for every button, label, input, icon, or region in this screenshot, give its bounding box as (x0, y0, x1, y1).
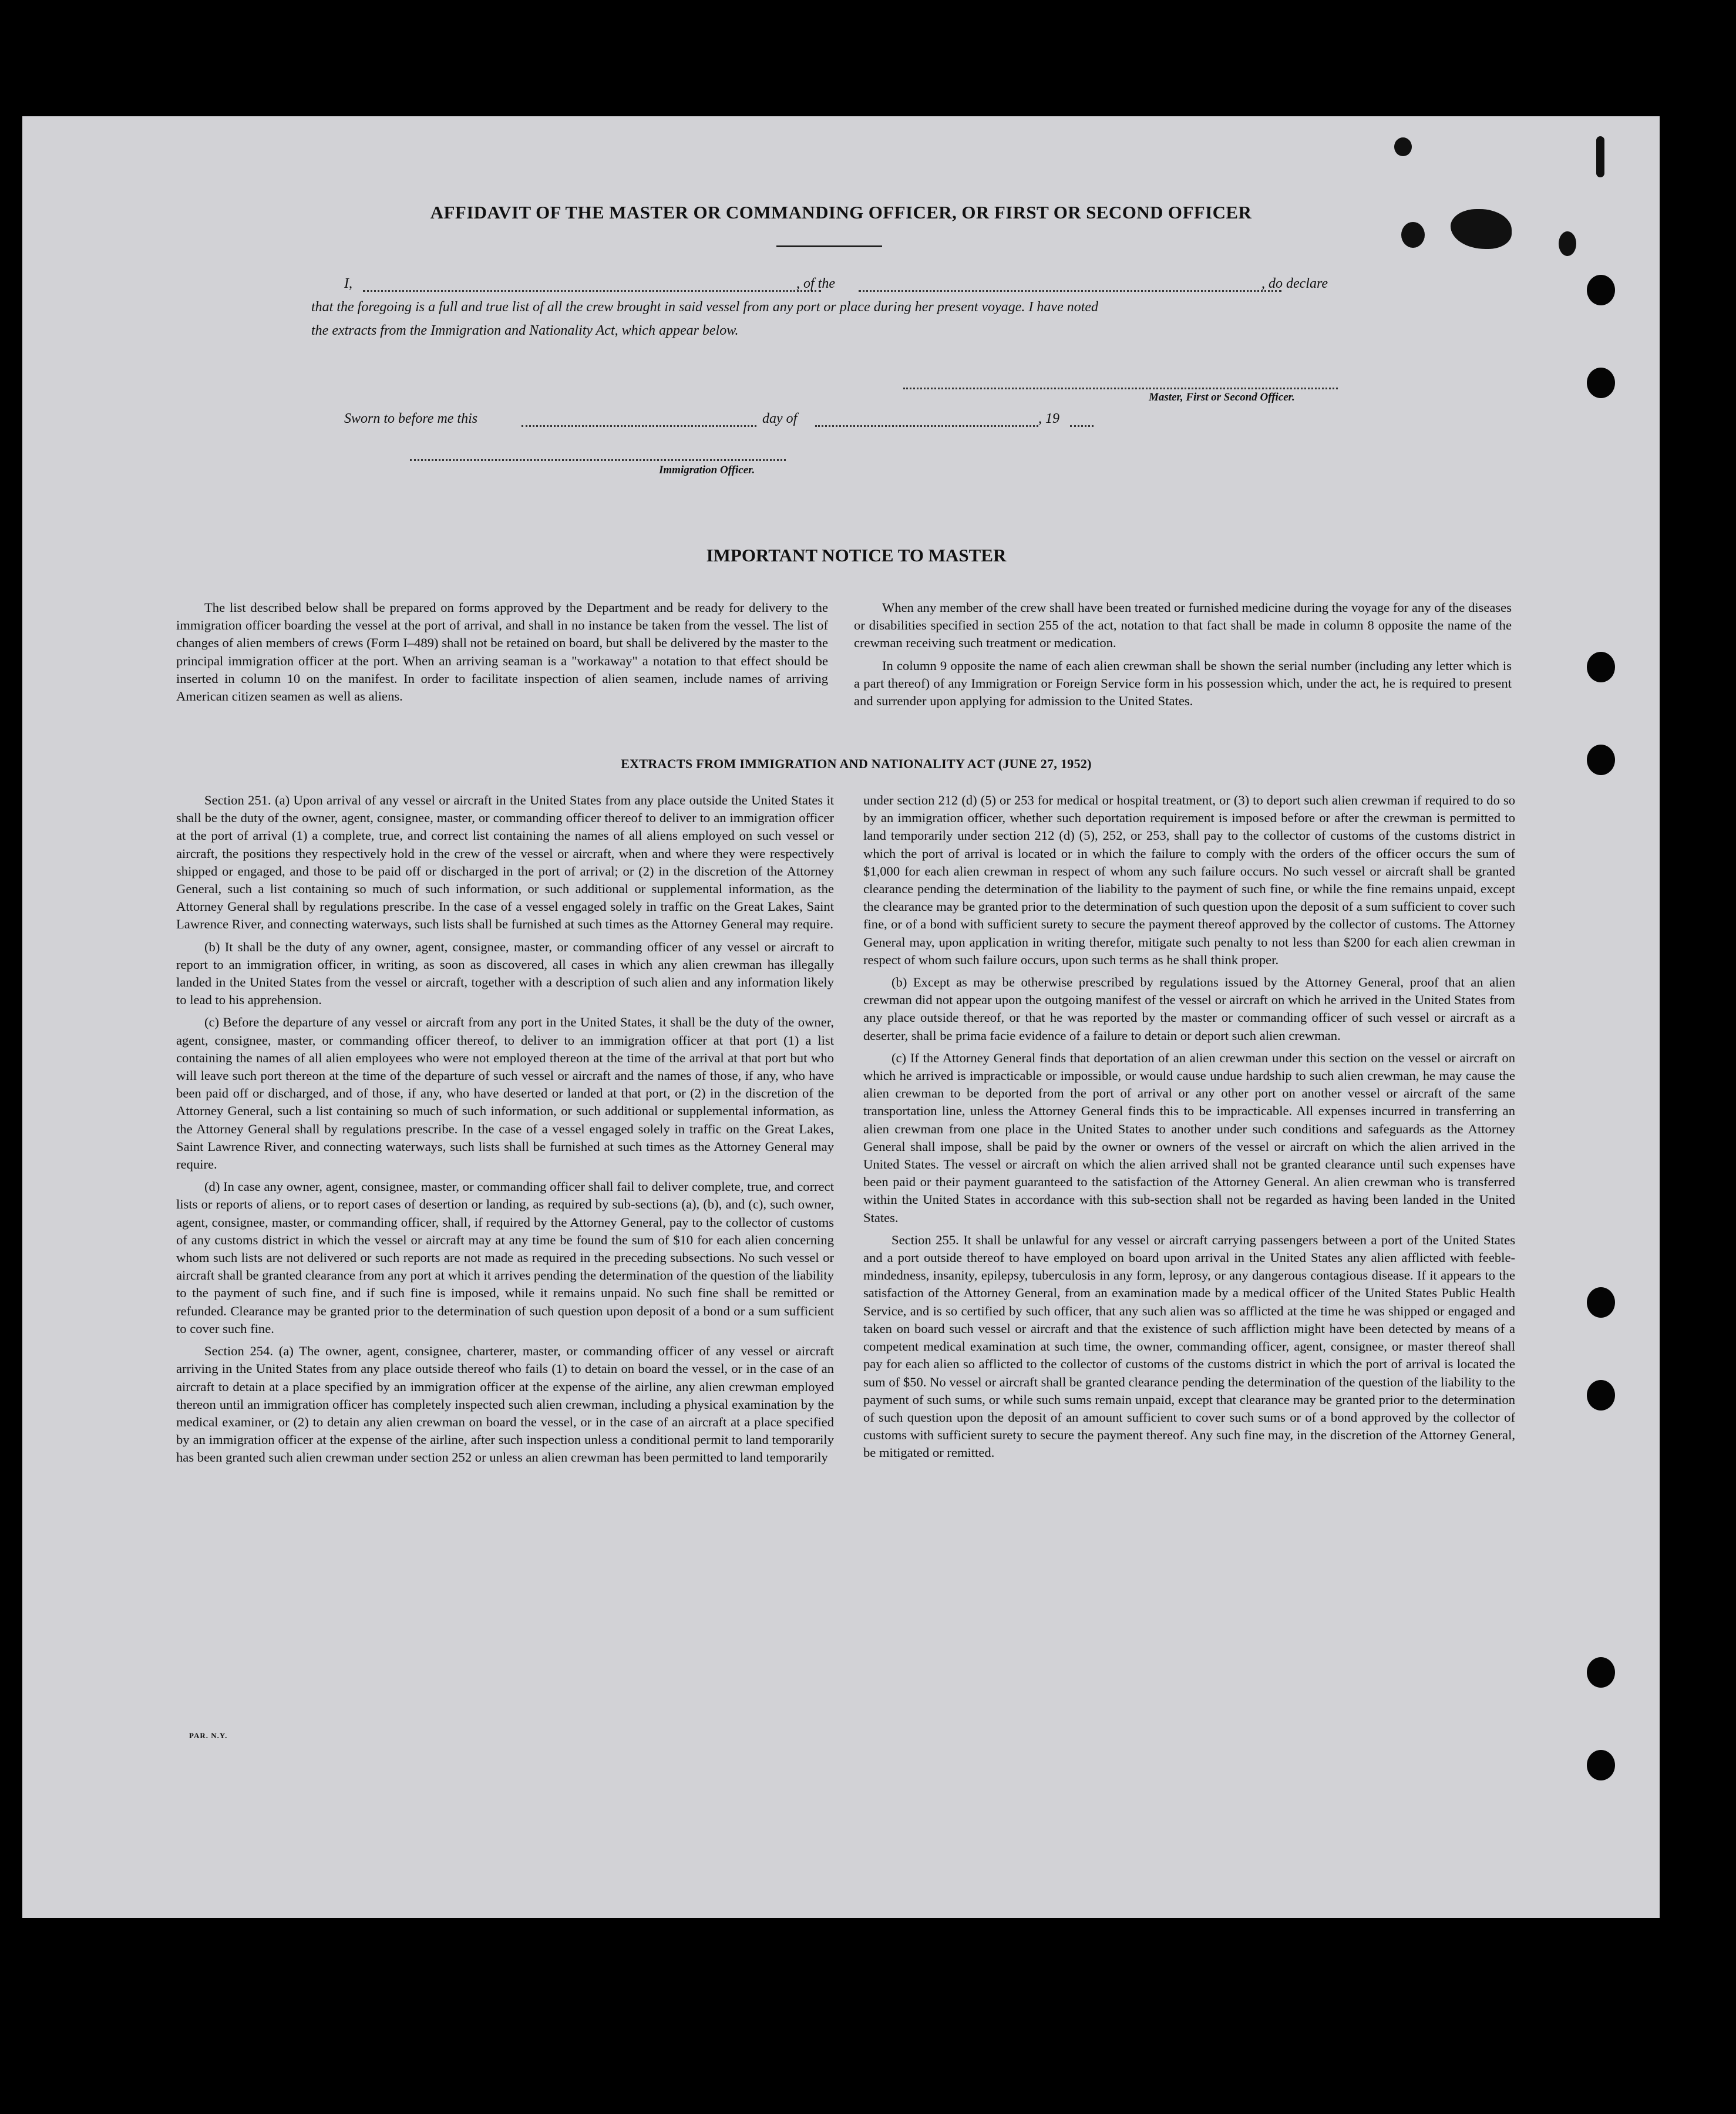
notice-right-column (854, 599, 1512, 715)
sworn-day-field[interactable] (522, 425, 756, 427)
punch-hole (1587, 368, 1615, 398)
act-paragraph: (c) Before the departure of any vessel or aircraft from any port in the United States, it shall be the duty of the owner, agent, consignee, master, or commanding officer thereof, to deliver to an immigration officer at that port (1) a list containing the names of all alien employees who were not employed thereon at the time of the arrival at that port but who will leave such port thereon at the time of the departure of such vessel or aircraft and the names of those, if any, who have been paid off or discharged, and of those, if any, who have deserted or landed at that port, or (2) in the discretion of the Attorney General, such a list containing so much of such information, or such additional or supplemental information, as the Attorney General shall by regulations prescribe. In the case of a vessel engaged solely in traffic on the Great Lakes, Saint Lawrence River, and connecting waterways, such lists shall be furnished at such times as the Attorney General may require. (176, 1015, 834, 1172)
officer-signature-label: Immigration Officer. (659, 464, 755, 476)
notice-title: IMPORTANT NOTICE TO MASTER (706, 545, 1007, 565)
notice-paragraph: When any member of the crew shall have been treated or furnished medicine during the voyage for any of the diseases or disabilities specified in section 255 of the act, notation to that fact shall be made in column 8 opposite the name of the crewman receiving such treatment or medication. (854, 600, 1512, 651)
do-declare-label: , do declare (1261, 276, 1328, 291)
declare-i-label: I, (344, 276, 352, 291)
officer-signature-field[interactable] (410, 459, 786, 461)
act-paragraph: (b) Except as may be otherwise prescribed by regulations issued by the Attorney General, proof that an alien crewman did not appear upon the outgoing manifest of the vessel or aircraft on which he arrived in the United States from any place outside thereof, or that he was reported by the master or commanding officer of such vessel or aircraft as a deserter, shall be prima facie evidence of a failure to detain or deport such alien crewman. (863, 975, 1515, 1043)
punch-hole (1587, 652, 1615, 682)
declaration-text: that the foregoing is a full and true list of all the crew brought in said vessel from any port or place during her present voyage. I have noted (311, 299, 1099, 315)
master-signature-label: Master, First or Second Officer. (1149, 391, 1295, 403)
notice-paragraph: The list described below shall be prepared on forms approved by the Department and be ready for delivery to the immigration officer boarding the vessel at the port of arrival, and shall in no instance be taken from the vessel. The list of changes of alien members of crews (Form I–489) shall not be retained on board, but shall be delivered by the master to the principal immigration officer at the port. When an arriving seaman is a "workaway" a notation to that effect should be inserted in column 10 on the manifest. In order to facilitate inspection of alien seamen, include names of arriving American citizen seamen as well as aliens. (176, 600, 828, 704)
vessel-name-field[interactable] (859, 290, 1281, 292)
affidavit-title: AFFIDAVIT OF THE MASTER OR COMMANDING OFFICER, OR FIRST OR SECOND OFFICER (430, 202, 1252, 223)
ink-blot (1596, 136, 1604, 177)
year-field[interactable] (1070, 425, 1094, 427)
printer-mark: PAR. N.Y. (189, 1731, 228, 1740)
ink-blot (1394, 137, 1412, 156)
title-underline (776, 245, 882, 247)
act-paragraph: under section 212 (d) (5) or 253 for medical or hospital treatment, or (3) to deport such alien crewman if required to do so by an immigration officer, whether such deportation requirement is imposed before or after the crewman is permitted to land temporarily under section 212 (d) (5), 252, or 253, shall pay to the collector of customs of the customs district in which the port of arrival is located or in which the failure to comply with the orders of the officer occurs the sum of $1,000 for each alien crewman in respect of whom any such failure occurs. No such vessel or aircraft shall be granted clearance pending the determination of the liability to the payment of such fine, or while the fine remains unpaid, except the clearance may be granted prior to the determination of such question upon the deposit of a sum sufficient to cover such fine, or of a bond with sufficient surety to secure the payment thereof approved by the collector of customs. The Attorney General may, upon application in writing therefor, mitigate such penalty to not less than $200 for each alien crewman in respect of whom such failure occurs, upon such terms as he shall think proper. (863, 793, 1515, 967)
punch-hole (1587, 1287, 1615, 1318)
act-paragraph: (d) In case any owner, agent, consignee, master, or commanding officer shall fail to deliver complete, true, and correct lists or reports of aliens, or to report cases of desertion or landing, as required by sub-sections (a), (b), and (c), such owner, agent, consignee, master, or commanding officer, shall, if required by the Attorney General, pay to the collector of customs of any customs district in which the vessel or aircraft may at any time be found the sum of $10 for each alien concerning whom such lists are not delivered or such reports are not made as required in the preceding subsections. No such vessel or aircraft shall be granted clearance from any port at which it arrives pending the determination of the question of the liability to the payment of such fine, and if such fine is imposed, while it remains unpaid. No such fine shall be remitted or refunded. Clearance may be granted prior to the determination of such question upon deposit of a bond or a sum sufficient to cover such fine. (176, 1179, 834, 1336)
punch-hole (1587, 1750, 1615, 1780)
act-paragraph: Section 255. It shall be unlawful for any vessel or aircraft carrying passengers between a port of the United States and a port outside thereof to have employed on board upon arrival in the United States any alien afflicted with feeble-mindedness, insanity, epilepsy, tuberculosis in any form, leprosy, or any dangerous contagious disease. If it appears to the satisfaction of the Attorney General, from an examination made by a medical officer of the United States Public Health Service, and is so certified by such officer, that any such alien was so afflicted at the time he was shipped or engaged and taken on board such vessel or aircraft and that the existence of such affliction might have been detected by means of a competent medical examination at such time, the owner, commanding officer, agent, consignee, or master thereof shall pay for each alien so afflicted to the collector of customs of the customs district in which the port of arrival is located the sum of $50. No vessel or aircraft shall be granted clearance pending the determination of the question of the liability to the payment of such sums, or while such sums remain unpaid, except that clearance may be granted prior to the determination of such question upon the deposit of an amount sufficient to cover such sums or of a bond approved by the collector of customs with sufficient surety to secure the payment thereof. Any such fine may, in the discretion of the Attorney General, be mitigated or remitted. (863, 1232, 1515, 1460)
sworn-label: Sworn to before me this (344, 411, 478, 426)
master-signature-field[interactable] (903, 388, 1338, 389)
document-page (22, 116, 1660, 1918)
act-paragraph: (b) It shall be the duty of any owner, agent, consignee, master, or commanding officer of any vessel or aircraft to report to an immigration officer, in writing, as soon as discovered, all cases in which any alien crewman has illegally landed in the United States from the vessel or aircraft, together with a description of such alien and any information likely to lead to his apprehension. (176, 939, 834, 1008)
extracts-title: EXTRACTS FROM IMMIGRATION AND NATIONALITY ACT (JUNE 27, 1952) (621, 756, 1092, 771)
act-right-column (863, 792, 1515, 1467)
sworn-month-field[interactable] (815, 425, 1038, 427)
year-label: , 19 (1038, 411, 1059, 426)
punch-hole (1587, 1657, 1615, 1688)
act-paragraph: Section 254. (a) The owner, agent, consignee, charterer, master, or commanding officer of any vessel or aircraft arriving in the United States from any place outside thereof who fails (1) to detain on board the vessel, or in the case of an aircraft to detain at a place specified by an immigration officer at the expense of the airline, any alien crewman employed thereon until an immigration officer has completely inspected such alien crewman, including a physical examination by the medical examiner, or (2) to detain any alien crewman on board the vessel, or in the case of an aircraft at a place specified by an immigration officer at the expense of the airline, after such inspection unless a conditional permit to land temporarily has been granted such alien crewman under section 252 or unless an alien crewman has been permitted to land temporarily (176, 1344, 834, 1465)
ink-blot (1401, 222, 1425, 248)
day-of-label: day of (762, 411, 798, 426)
act-left-column (176, 792, 834, 1472)
of-the-label: , of the (796, 276, 835, 291)
punch-hole (1587, 275, 1615, 305)
declaration-text-2: the extracts from the Immigration and Nationality Act, which appear below. (311, 323, 739, 338)
act-paragraph: Section 251. (a) Upon arrival of any vessel or aircraft in the United States from any place outside the United States it shall be the duty of the owner, agent, consignee, master, or commanding officer thereof to deliver to an immigration officer at the port of arrival (1) a complete, true, and correct list containing the names of all aliens employed on such vessel or aircraft, the positions they respectively hold in the crew of the vessel or aircraft, when and where they were respectively shipped or engaged, and those to be paid off or discharged in the port of arrival; or (2) in the discretion of the Attorney General, such a list containing so much of such information, or such additional or supplemental information, as the Attorney General shall by regulations prescribe. In the case of a vessel engaged solely in traffic on the Great Lakes, Saint Lawrence River, and connecting waterways, such lists shall be furnished at such times as the Attorney General may require. (176, 793, 834, 932)
master-name-field[interactable] (363, 290, 821, 292)
punch-hole (1587, 1380, 1615, 1411)
notice-paragraph: In column 9 opposite the name of each alien crewman shall be shown the serial number (including any letter which is a part thereof) of any Immigration or Foreign Service form in his possession which, under the act, he is required to present and surrender upon applying for admission to the United States. (854, 658, 1512, 709)
notice-left-column (176, 599, 828, 710)
act-paragraph: (c) If the Attorney General finds that deportation of an alien crewman under this section on the vessel or aircraft on which he arrived is impracticable or impossible, or would cause undue hardship to such alien crewman, he may cause the alien crewman to be deported from the port of arrival or any other port on another vessel or aircraft of the same transportation line, unless the Attorney General finds this to be impracticable. All expenses incurred in transferring an alien crewman from one place in the United States to another under such conditions and safeguards as the Attorney General shall impose, shall be paid by the owner or owners of the vessel or aircraft on which the alien arrived in the United States. The vessel or aircraft on which the alien arrived shall not be granted clearance until such expenses have been paid or their payment guaranteed to the satisfaction of the Attorney General. An alien crewman who is transferred within the United States in accordance with this sub-section shall not be regarded as having been landed in the United States. (863, 1050, 1515, 1225)
ink-blot (1559, 231, 1576, 256)
ink-blot (1451, 209, 1512, 249)
